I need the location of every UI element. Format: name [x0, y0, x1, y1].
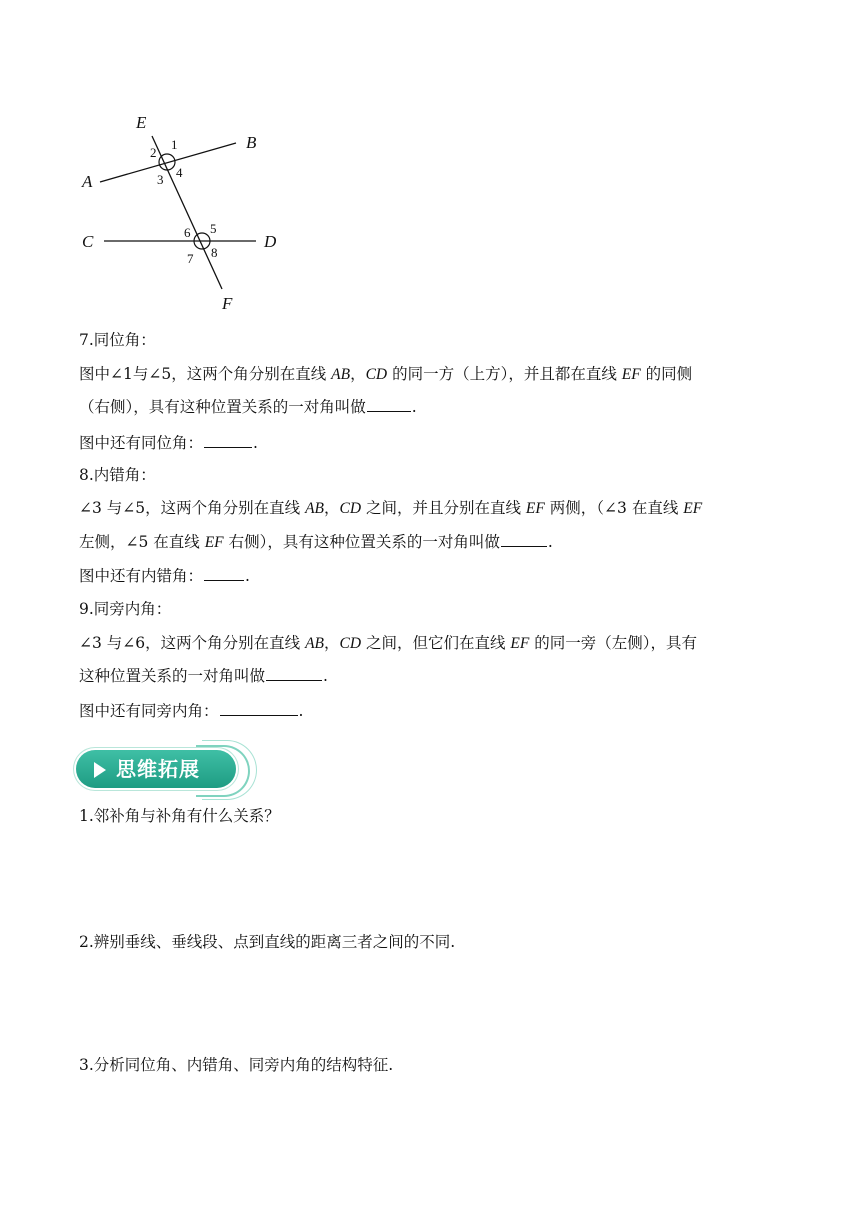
q8-title: 8.内错角：	[79, 466, 156, 484]
angle-label-7: 7	[187, 251, 194, 266]
q8-line2	[79, 532, 553, 553]
q7-line1	[79, 364, 692, 385]
transversal-diagram	[76, 106, 296, 318]
q8-period: .	[245, 567, 250, 585]
q7-text: 图中∠1与∠5，这两个角分别在直线	[79, 365, 332, 383]
q8-more-blank[interactable]	[204, 566, 244, 581]
point-label-b: B	[246, 133, 257, 152]
q9-text: 的同一旁（左侧），具有	[529, 634, 698, 652]
q9-line-ef: EF	[510, 635, 530, 652]
angle-label-5: 5	[210, 221, 217, 236]
q9-text: ∠3 与∠6，这两个角分别在直线	[79, 634, 306, 652]
play-triangle-icon	[94, 762, 106, 778]
point-label-e: E	[136, 113, 147, 132]
line-ef	[152, 136, 222, 289]
q8-line-ef: EF	[525, 500, 545, 517]
q7-period: .	[253, 434, 258, 452]
q7-answer-blank[interactable]	[367, 397, 411, 412]
q7-text: 的同一方（上方），并且都在直线	[387, 365, 622, 383]
q7-text: 的同侧	[640, 365, 693, 383]
point-label-f: F	[222, 294, 233, 313]
line-ab	[100, 143, 236, 182]
q8-text: 两侧，（∠3 在直线	[544, 499, 684, 517]
q8-text: 之间，并且分别在直线	[361, 499, 526, 517]
q8-text: ∠3 与∠5，这两个角分别在直线	[79, 499, 306, 517]
q9-more-blank[interactable]	[220, 701, 298, 716]
q7-title: 7.同位角：	[79, 331, 156, 349]
q9-line1	[79, 633, 697, 654]
question-2: 2.辨别垂线、垂线段、点到直线的距离三者之间的不同.	[79, 933, 456, 951]
q8-text: 图中还有内错角：	[79, 567, 204, 585]
q9-text: 这种位置关系的一对角叫做	[79, 667, 266, 685]
angle-label-4: 4	[176, 165, 183, 180]
q7-text: ，	[350, 365, 366, 383]
section-banner	[76, 742, 256, 802]
q7-line-ef: EF	[621, 366, 641, 383]
point-label-a: A	[82, 172, 93, 191]
question-1: 1.邻补角与补角有什么关系？	[79, 807, 280, 825]
q8-line1	[79, 498, 702, 519]
q8-text: 右侧），具有这种位置关系的一对角叫做	[223, 533, 500, 551]
q7-period: .	[411, 398, 417, 416]
q9-answer-blank[interactable]	[266, 666, 322, 681]
q8-text: ，	[324, 499, 340, 517]
q8-line-ab: AB	[305, 500, 324, 517]
section-title: 思维拓展	[116, 757, 200, 781]
q9-line2	[79, 666, 328, 686]
q9-period: .	[298, 702, 304, 720]
angle-label-8: 8	[211, 245, 218, 260]
q8-line-cd: CD	[339, 500, 362, 517]
q7-text: 图中还有同位角：	[79, 434, 204, 452]
q9-text: 图中还有同旁内角：	[79, 702, 219, 720]
point-label-d: D	[264, 232, 277, 251]
q7-line3	[79, 433, 258, 453]
q9-title: 9.同旁内角：	[79, 600, 172, 618]
point-label-c: C	[82, 232, 94, 251]
q7-text: （右侧），具有这种位置关系的一对角叫做	[79, 398, 366, 416]
q8-line-ef: EF	[204, 534, 224, 551]
q8-answer-blank[interactable]	[501, 532, 547, 547]
angle-label-1: 1	[171, 137, 178, 152]
q7-more-blank[interactable]	[204, 433, 252, 448]
q8-period: .	[547, 533, 553, 551]
geometry-figure	[76, 106, 296, 318]
q9-text: 之间，但它们在直线	[361, 634, 511, 652]
q9-line-ab: AB	[305, 635, 324, 652]
q8-line3	[79, 566, 250, 586]
q9-period: .	[323, 667, 328, 685]
q9-line3	[79, 701, 303, 721]
q9-line-cd: CD	[339, 635, 362, 652]
q8-line-ef: EF	[683, 500, 703, 517]
q9-text: ，	[324, 634, 340, 652]
angle-label-3: 3	[157, 172, 164, 187]
angle-label-6: 6	[184, 225, 191, 240]
angle-label-2: 2	[150, 145, 157, 160]
q7-line2	[79, 397, 417, 417]
q7-line-cd: CD	[365, 366, 388, 383]
q7-line-ab: AB	[331, 366, 351, 383]
question-3: 3.分析同位角、内错角、同旁内角的结构特征.	[79, 1056, 394, 1074]
q8-text: 左侧，∠5 在直线	[79, 533, 205, 551]
